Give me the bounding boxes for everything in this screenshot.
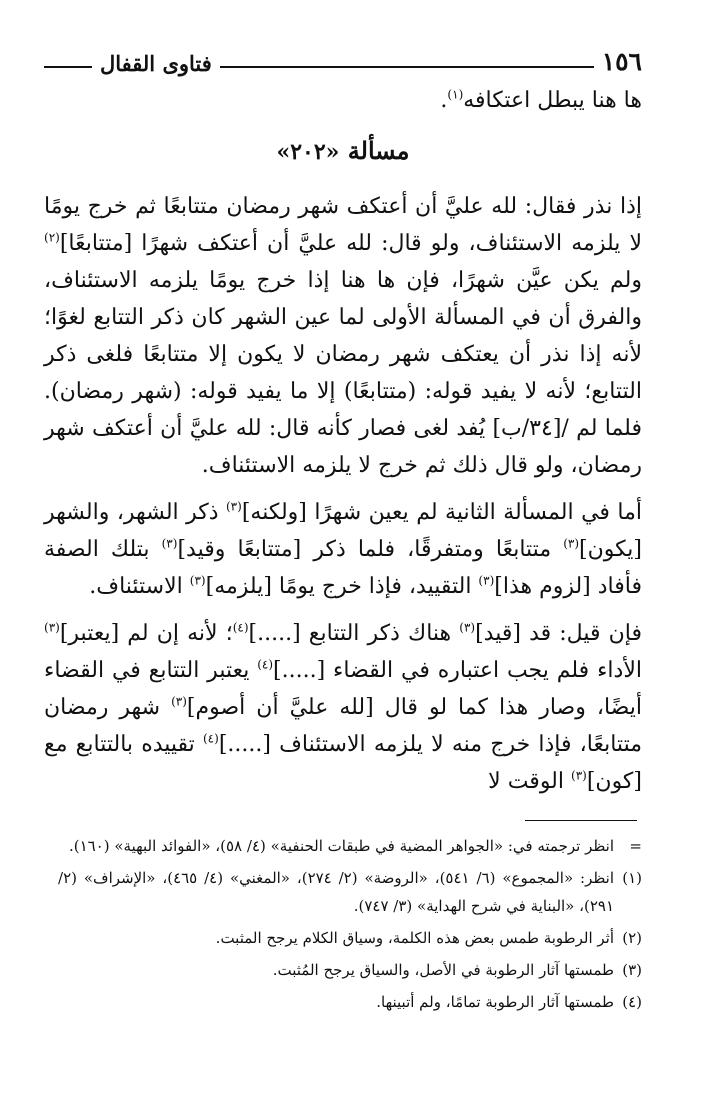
footnote-ref: (٣) xyxy=(478,573,495,588)
footnote-ref: (٣) xyxy=(161,536,178,551)
footnote-item xyxy=(58,832,642,860)
footnote-text: أثر الرطوبة طمس بعض هذه الكلمة، وسياق الكلام يرجح المثبت. xyxy=(215,929,614,947)
footnote-ref: (٣) xyxy=(459,620,476,635)
footnote-ref: (٤) xyxy=(202,731,219,746)
footnote-mark: = xyxy=(629,837,642,855)
heading-number: «٢٠٢» xyxy=(276,139,340,165)
footnote-ref: (٤) xyxy=(257,657,274,672)
page-number: ١٥٦ xyxy=(601,47,642,76)
footnote-text: طمستها آثار الرطوبة تمامًا، ولم أتبينها. xyxy=(376,993,614,1011)
section-heading xyxy=(44,129,642,174)
footnote-separator xyxy=(525,820,637,821)
footnote-ref: (٣) xyxy=(44,620,60,635)
footnote-mark: (٢) xyxy=(622,929,642,947)
page-header xyxy=(44,36,642,74)
footnote-text: انظر: «المجموع» (٦/ ٥٤١)، «الروضة» (٢/ ٢٧٤)، «المغني» (٤/ ٤٦٥)، «الإشراف» (٢/ ٢٩١)، «البناية في شرح الهداية» (٣/ ٧٤٧). xyxy=(58,869,614,915)
footnote-text: انظر ترجمته في: «الجواهر المضية في طبقات الحنفية» (٤/ ٥٨)، «الفوائد البهية» (١٦٠). xyxy=(68,837,614,855)
footnote-item xyxy=(58,956,642,984)
footnote-ref: (٣) xyxy=(189,573,206,588)
footnote-mark: (٣) xyxy=(622,961,642,979)
header-rule xyxy=(220,66,594,68)
book-title: فتاوى القفال xyxy=(100,51,212,76)
footnote-ref: (٣) xyxy=(563,536,580,551)
paragraph-2: أما في المسألة الثانية لم يعين شهرًا [ولكنه]$^{(٣)}$ ذكر الشهر، والشهر [يكون]$^{(٣)}$ متتابعًا ومتفرقًا، فلما ذكر [متتابعًا وقيد]$^{(٣)}$ بتلك الصفة فأفاد [لزوم هذا]$^{(٣)}$ التقييد، فإذا خرج يومًا [يلزمه]$^{(٣)}$ الاستئناف. xyxy=(44,499,642,599)
paragraph-3: فإن قيل: قد [قيد]$^{(٣)}$ هناك ذكر التتابع [.....]$^{(٤)}$؛ لأنه إن لم [يعتبر]$^{(٣)}$ الأداء فلم يجب اعتباره في القضاء [.....]$^{(٤)}$ يعتبر التتابع في القضاء أيضًا، وصار هذا كما لو قال [لله عليَّ أن أصوم]$^{(٣)}$ شهر رمضان متتابعًا، فإذا خرج منه لا يلزمه الاستئناف [.....]$^{(٤)}$ تقييده بالتتابع مع [كون]$^{(٣)}$ الوقت لا xyxy=(44,620,642,794)
footnotes xyxy=(58,832,642,1020)
footnote-ref: (٣) xyxy=(171,694,187,709)
footnote-item xyxy=(58,864,642,920)
footnote-ref: (١) xyxy=(447,87,464,102)
header-rule-short xyxy=(44,66,92,68)
footnote-ref: (٣) xyxy=(571,768,587,783)
paragraph-1: إذا نذر فقال: لله عليَّ أن أعتكف شهر رمضان متتابعًا ثم خرج يومًا لا يلزمه الاستئناف، ولو قال: لله عليَّ أن أعتكف شهرًا [متتابعًا]$^{(٢)}$ ولم يكن عيَّن شهرًا، فإن ها هنا إذا خرج يومًا يلزمه الاستئناف، والفرق أن في المسألة الأولى لما عين الشهر كان ذكر التتابع لغوًا؛ لأنه إذا نذر أن يعتكف شهر رمضان لا يكون إلا متتابعًا فلغى ذكر التتابع؛ لأنه لا يفيد قوله: (متتابعًا) إلا ما يفيد قوله: (شهر رمضان). فلما لم /[٣٤/ب] يُفد لغى فصار كأنه قال: لله عليَّ أن أعتكف شهر رمضان، ولو قال ذلك ثم خرج لا يلزمه الاستئناف. xyxy=(44,194,642,478)
heading-word: مسألة xyxy=(347,136,410,165)
footnote-mark: (١) xyxy=(622,869,642,887)
footnote-item xyxy=(58,988,642,1016)
footnote-ref: (٤) xyxy=(232,620,249,635)
main-text xyxy=(44,82,642,800)
footnote-mark: (٤) xyxy=(622,993,642,1011)
footnote-text: طمستها آثار الرطوبة في الأصل، والسياق يرجح المُثبت. xyxy=(272,961,614,979)
lead-line: ها هنا يبطل اعتكافه$^{(١)}$. xyxy=(440,87,642,113)
footnote-ref: (٣) xyxy=(225,499,242,514)
footnote-item xyxy=(58,924,642,952)
footnote-ref: (٢) xyxy=(44,230,60,245)
